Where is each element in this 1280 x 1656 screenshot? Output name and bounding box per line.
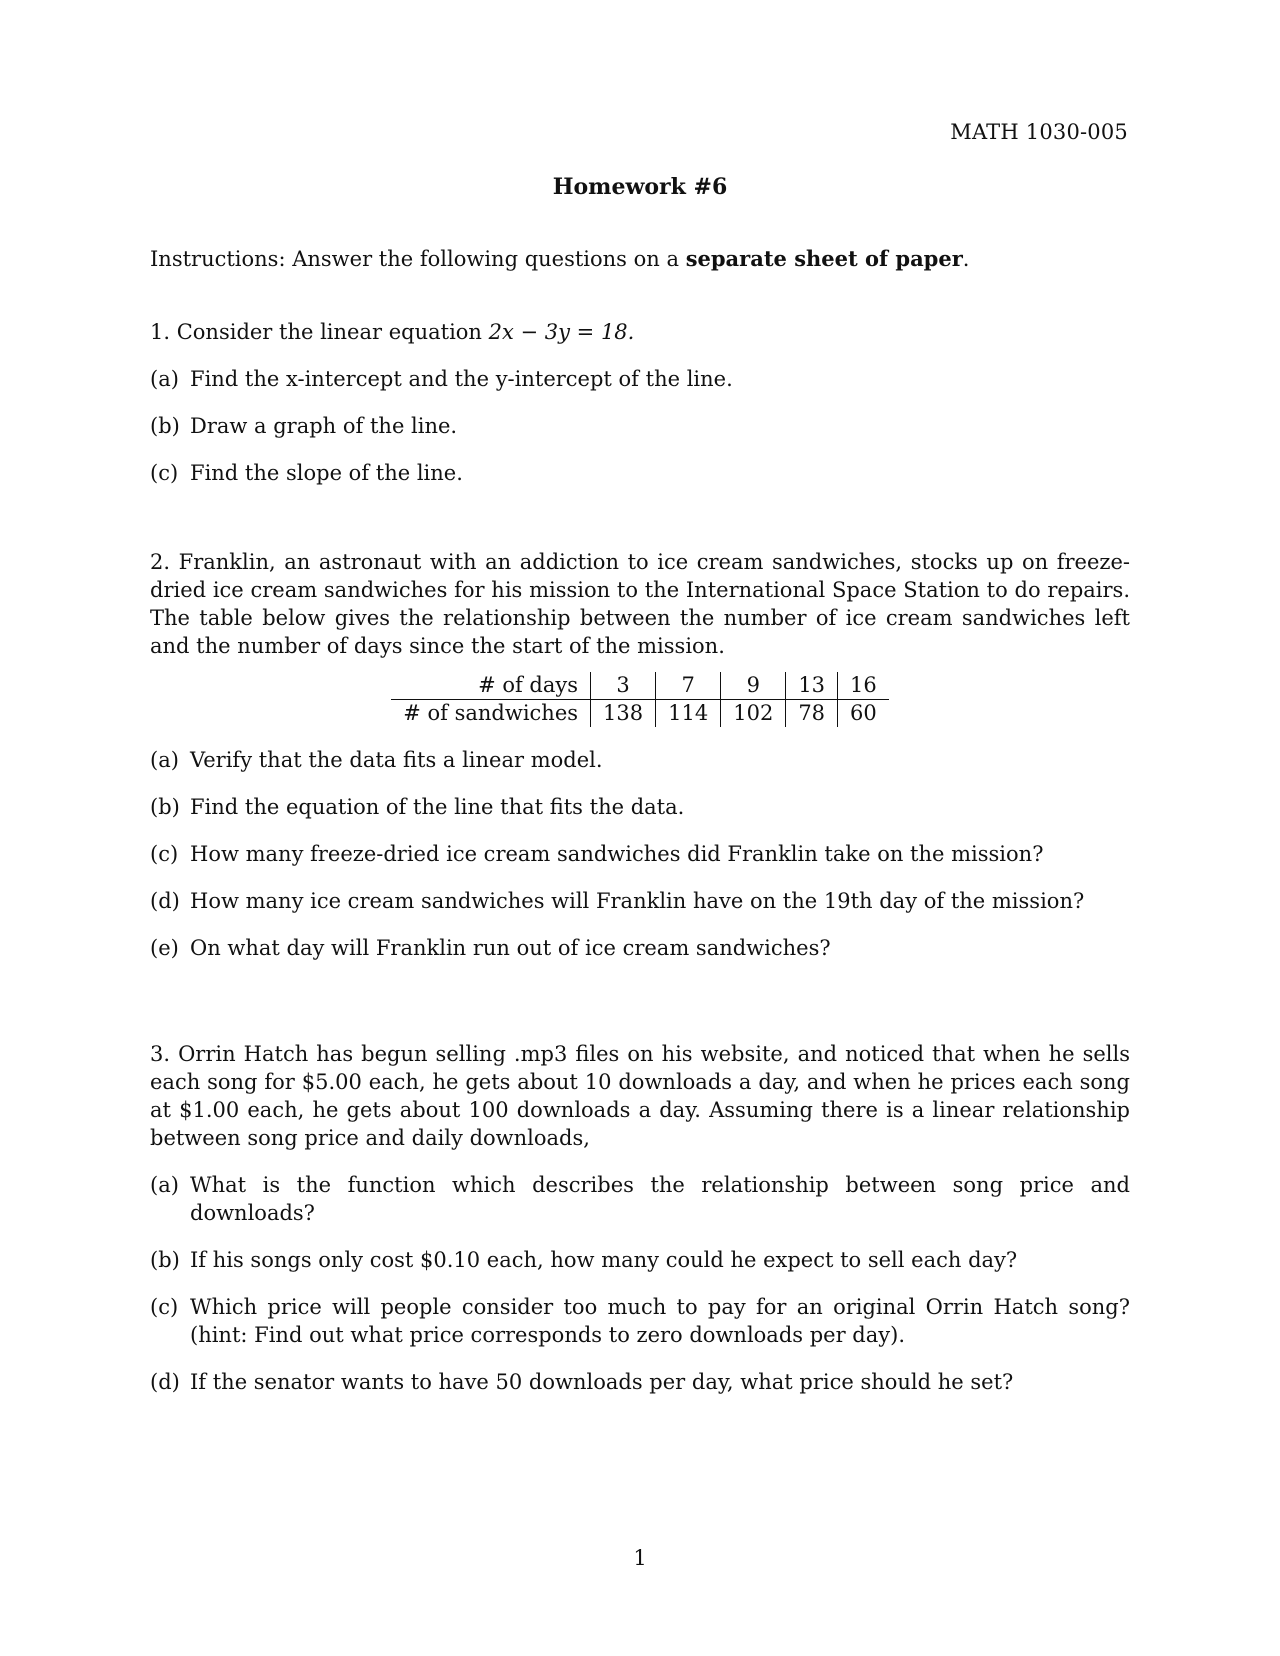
problem-1-lead (150, 318, 1130, 346)
problem-2-part-d (150, 887, 1130, 915)
part-text: If the senator wants to have 50 downloads per day, what price should he set? (190, 1370, 1014, 1394)
part-label: (e) (150, 936, 179, 960)
problem-1-part-a (150, 365, 1130, 393)
part-label: (b) (150, 1248, 180, 1272)
table-cell: 9 (721, 672, 786, 700)
problem-1-part-c (150, 459, 1130, 487)
problem-3-part-d (150, 1368, 1130, 1396)
part-text: Find the slope of the line. (190, 461, 463, 485)
problem-2-part-c (150, 840, 1130, 868)
part-label: (d) (150, 1370, 180, 1394)
part-text: Which price will people consider too much to pay for an original Orrin Hatch song? (hint: Find out what price corresponds to zero downloads per day). (190, 1295, 1130, 1347)
instructions-suffix: . (962, 247, 970, 271)
problem-2 (150, 548, 1130, 962)
part-text: Find the x-intercept and the y-intercept of the line. (190, 367, 733, 391)
part-label: (c) (150, 1295, 179, 1319)
part-text: How many freeze-dried ice cream sandwiches did Franklin take on the mission? (190, 842, 1044, 866)
instructions (150, 246, 969, 271)
problem-2-part-a (150, 746, 1130, 774)
problem-3 (150, 1040, 1130, 1396)
table-cell: 13 (786, 672, 838, 700)
instructions-emphasis: separate sheet of paper (685, 246, 963, 271)
problem-1-part-b (150, 412, 1130, 440)
table-cell: 138 (591, 700, 656, 728)
problem-2-lead: 2. Franklin, an astronaut with an addiction to ice cream sandwiches, stocks up on freeze-dried ice cream sandwiches for his mission to the International Space Station to do repairs. The table below gives the relationship between the number of ice cream sandwiches left and the number of days since the start of the mission. (150, 550, 1130, 658)
part-label: (a) (150, 1173, 179, 1197)
table-cell: 78 (786, 700, 838, 728)
part-text: How many ice cream sandwiches will Franklin have on the 19th day of the mission? (190, 889, 1085, 913)
part-label: (c) (150, 461, 179, 485)
table-cell: 102 (721, 700, 786, 728)
table-cell: 3 (591, 672, 656, 700)
part-text: If his songs only cost $0.10 each, how many could he expect to sell each day? (190, 1248, 1018, 1272)
problem-3-part-b (150, 1246, 1130, 1274)
table-row (391, 700, 889, 728)
part-label: (a) (150, 367, 179, 391)
part-text: Find the equation of the line that fits the data. (190, 795, 685, 819)
table-cell: 16 (838, 672, 889, 700)
page-title: Homework #6 (552, 174, 728, 200)
table-row (391, 672, 889, 700)
instructions-prefix: Instructions: Answer the following questions on a (150, 247, 686, 271)
table-row-header: # of days (391, 672, 590, 700)
part-text: Verify that the data fits a linear model. (190, 748, 603, 772)
table-cell: 7 (656, 672, 721, 700)
course-code: MATH 1030-005 (950, 120, 1128, 144)
part-text: What is the function which describes the relationship between song price and downloads? (190, 1173, 1130, 1225)
part-label: (b) (150, 795, 180, 819)
table-row-header: # of sandwiches (403, 701, 579, 725)
part-label: (c) (150, 842, 179, 866)
part-label: (d) (150, 889, 180, 913)
problem-3-part-c (150, 1293, 1130, 1349)
part-text: On what day will Franklin run out of ice cream sandwiches? (190, 936, 831, 960)
problem-1-equation: 2x − 3y = 18. (488, 320, 635, 344)
part-text: Draw a graph of the line. (190, 414, 458, 438)
page-number: 1 (633, 1546, 647, 1570)
problem-2-part-b (150, 793, 1130, 821)
part-label: (a) (150, 748, 179, 772)
problem-1 (150, 318, 1130, 487)
table-cell: 114 (656, 700, 721, 728)
problem-2-part-e (150, 934, 1130, 962)
problem-3-part-a (150, 1171, 1130, 1227)
part-label: (b) (150, 414, 180, 438)
table-cell: 60 (838, 700, 889, 728)
problem-1-lead-text: 1. Consider the linear equation (150, 320, 489, 344)
problem-3-lead: 3. Orrin Hatch has begun selling .mp3 files on his website, and noticed that when he sells each song for $5.00 each, he gets about 10 downloads a day, and when he prices each song at $1.00 each, he gets about 100 downloads a day. Assuming there is a linear relationship between song price and daily downloads, (150, 1042, 1130, 1150)
data-table (391, 672, 889, 727)
